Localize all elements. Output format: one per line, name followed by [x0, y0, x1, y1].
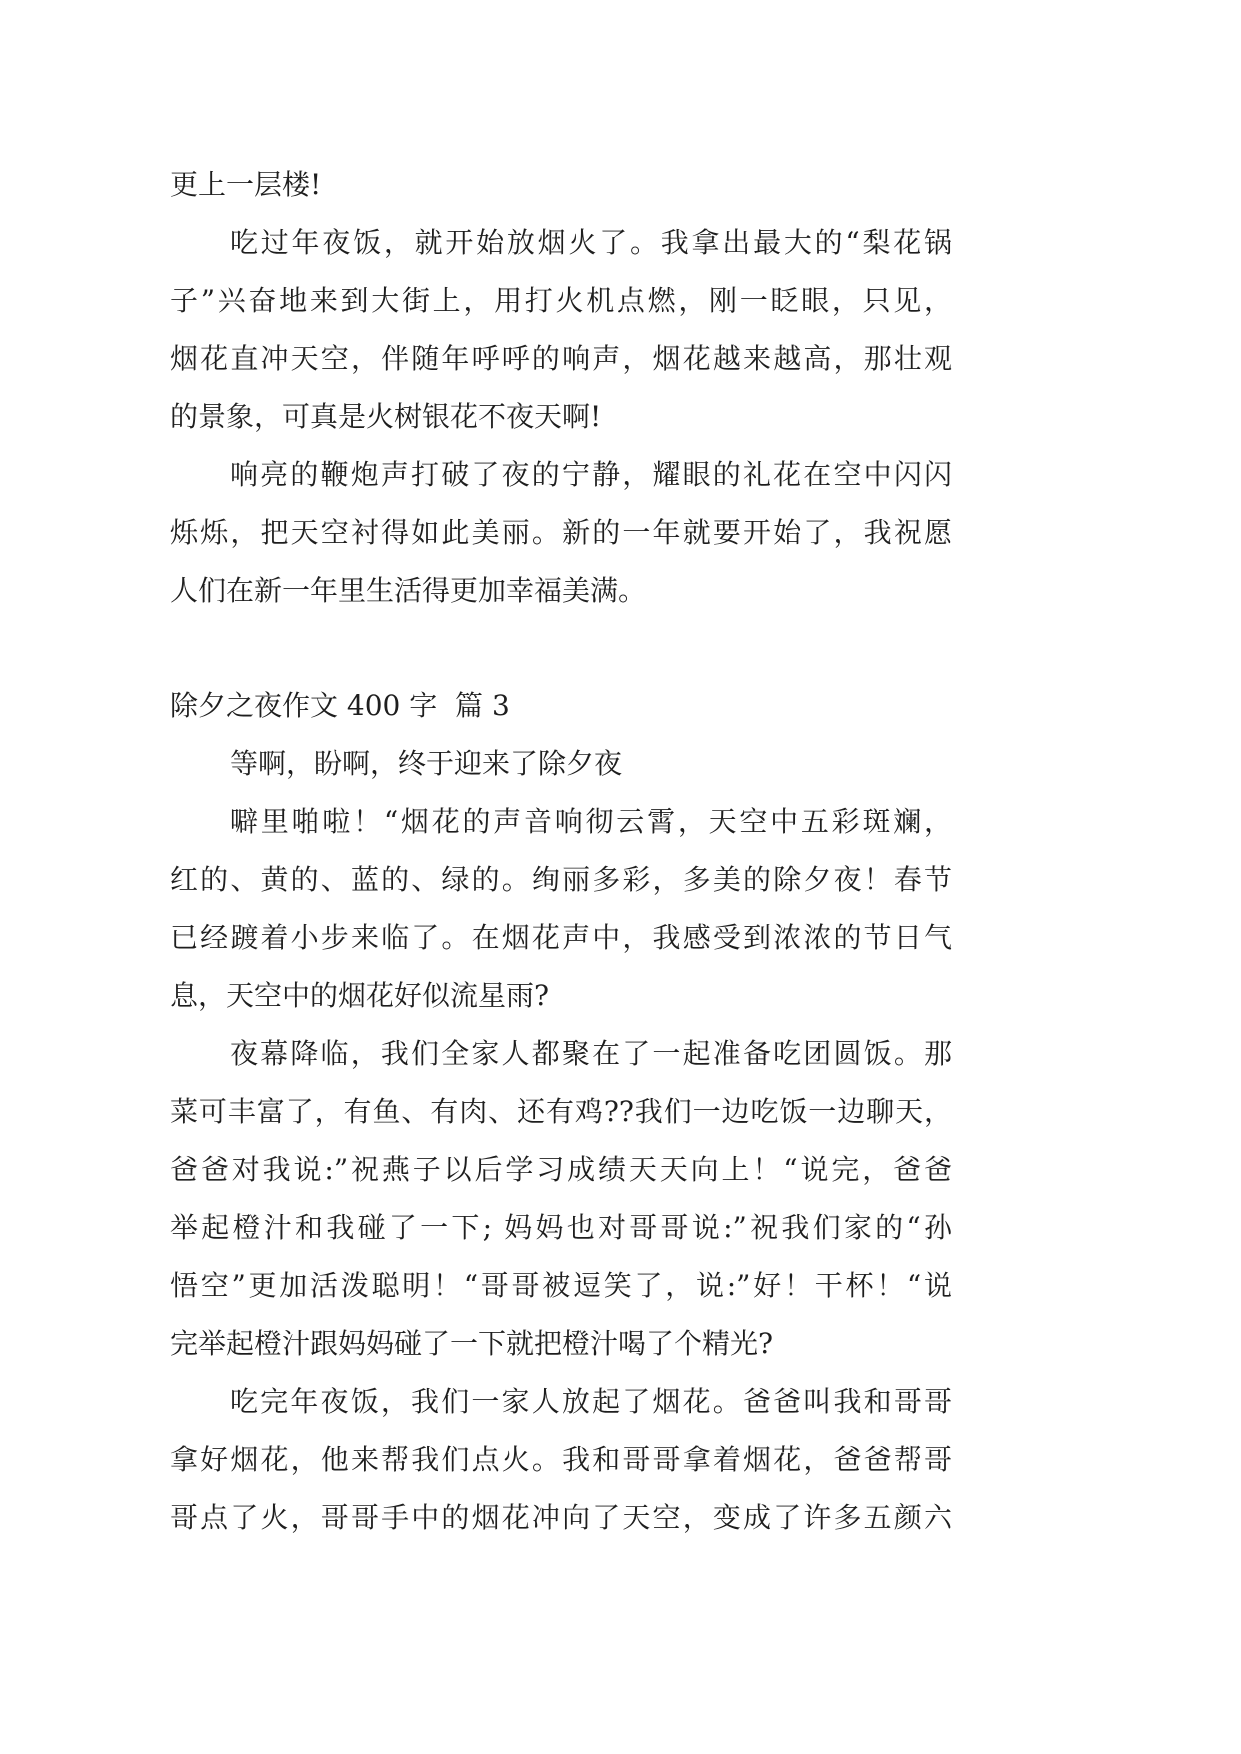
text-line: 吃完年夜饭，我们一家人放起了烟花。爸爸叫我和哥哥 — [230, 1385, 952, 1418]
text-line: 息，天空中的烟花好似流星雨? — [170, 979, 550, 1012]
text-line: 等啊，盼啊，终于迎来了除夕夜 — [230, 747, 623, 780]
text-line: 噼里啪啦！“烟花的声音响彻云霄，天空中五彩斑斓， — [230, 805, 952, 838]
text-line: 举起橙汁和我碰了一下; 妈妈也对哥哥说:”祝我们家的“孙 — [170, 1211, 952, 1244]
paragraph — [170, 735, 952, 793]
paragraph — [170, 793, 952, 1025]
text-line: 响亮的鞭炮声打破了夜的宁静，耀眼的礼花在空中闪闪 — [230, 458, 952, 491]
document-page — [170, 156, 952, 1547]
paragraph — [170, 1025, 952, 1373]
text-line: 拿好烟花，他来帮我们点火。我和哥哥拿着烟花，爸爸帮哥 — [170, 1443, 952, 1476]
paragraph — [170, 1373, 952, 1547]
paragraph — [170, 214, 952, 446]
text-line: 哥点了火，哥哥手中的烟花冲向了天空，变成了许多五颜六 — [170, 1501, 952, 1534]
paragraph — [170, 156, 952, 214]
blank-line — [170, 620, 952, 677]
text-line: 已经踱着小步来临了。在烟花声中，我感受到浓浓的节日气 — [170, 921, 952, 954]
text-line: 爸爸对我说:”祝燕子以后学习成绩天天向上！“说完，爸爸 — [170, 1153, 952, 1186]
text-line: 烁烁，把天空衬得如此美丽。新的一年就要开始了，我祝愿 — [170, 516, 952, 549]
text-line: 菜可丰富了，有鱼、有肉、还有鸡??我们一边吃饭一边聊天， — [170, 1095, 952, 1128]
text-line: 烟花直冲天空，伴随年呼呼的响声，烟花越来越高，那壮观 — [170, 342, 952, 375]
text-line: 完举起橙汁跟妈妈碰了一下就把橙汁喝了个精光? — [170, 1327, 774, 1360]
text-line: 悟空”更加活泼聪明！“哥哥被逗笑了，说:”好！干杯！“说 — [170, 1269, 952, 1302]
section-heading: 除夕之夜作文 400 字 篇 3 — [170, 689, 510, 722]
text-line: 的景象，可真是火树银花不夜天啊! — [170, 400, 602, 433]
text-line: 吃过年夜饭，就开始放烟火了。我拿出最大的“梨花锅 — [230, 226, 952, 259]
text-line: 子”兴奋地来到大街上，用打火机点燃，刚一眨眼，只见， — [170, 284, 952, 317]
text-line: 人们在新一年里生活得更加幸福美满。 — [170, 574, 647, 607]
text-line: 更上一层楼! — [170, 168, 322, 201]
text-line: 夜幕降临，我们全家人都聚在了一起准备吃团圆饭。那 — [230, 1037, 952, 1070]
paragraph — [170, 446, 952, 620]
text-line: 红的、黄的、蓝的、绿的。绚丽多彩，多美的除夕夜！春节 — [170, 863, 952, 896]
